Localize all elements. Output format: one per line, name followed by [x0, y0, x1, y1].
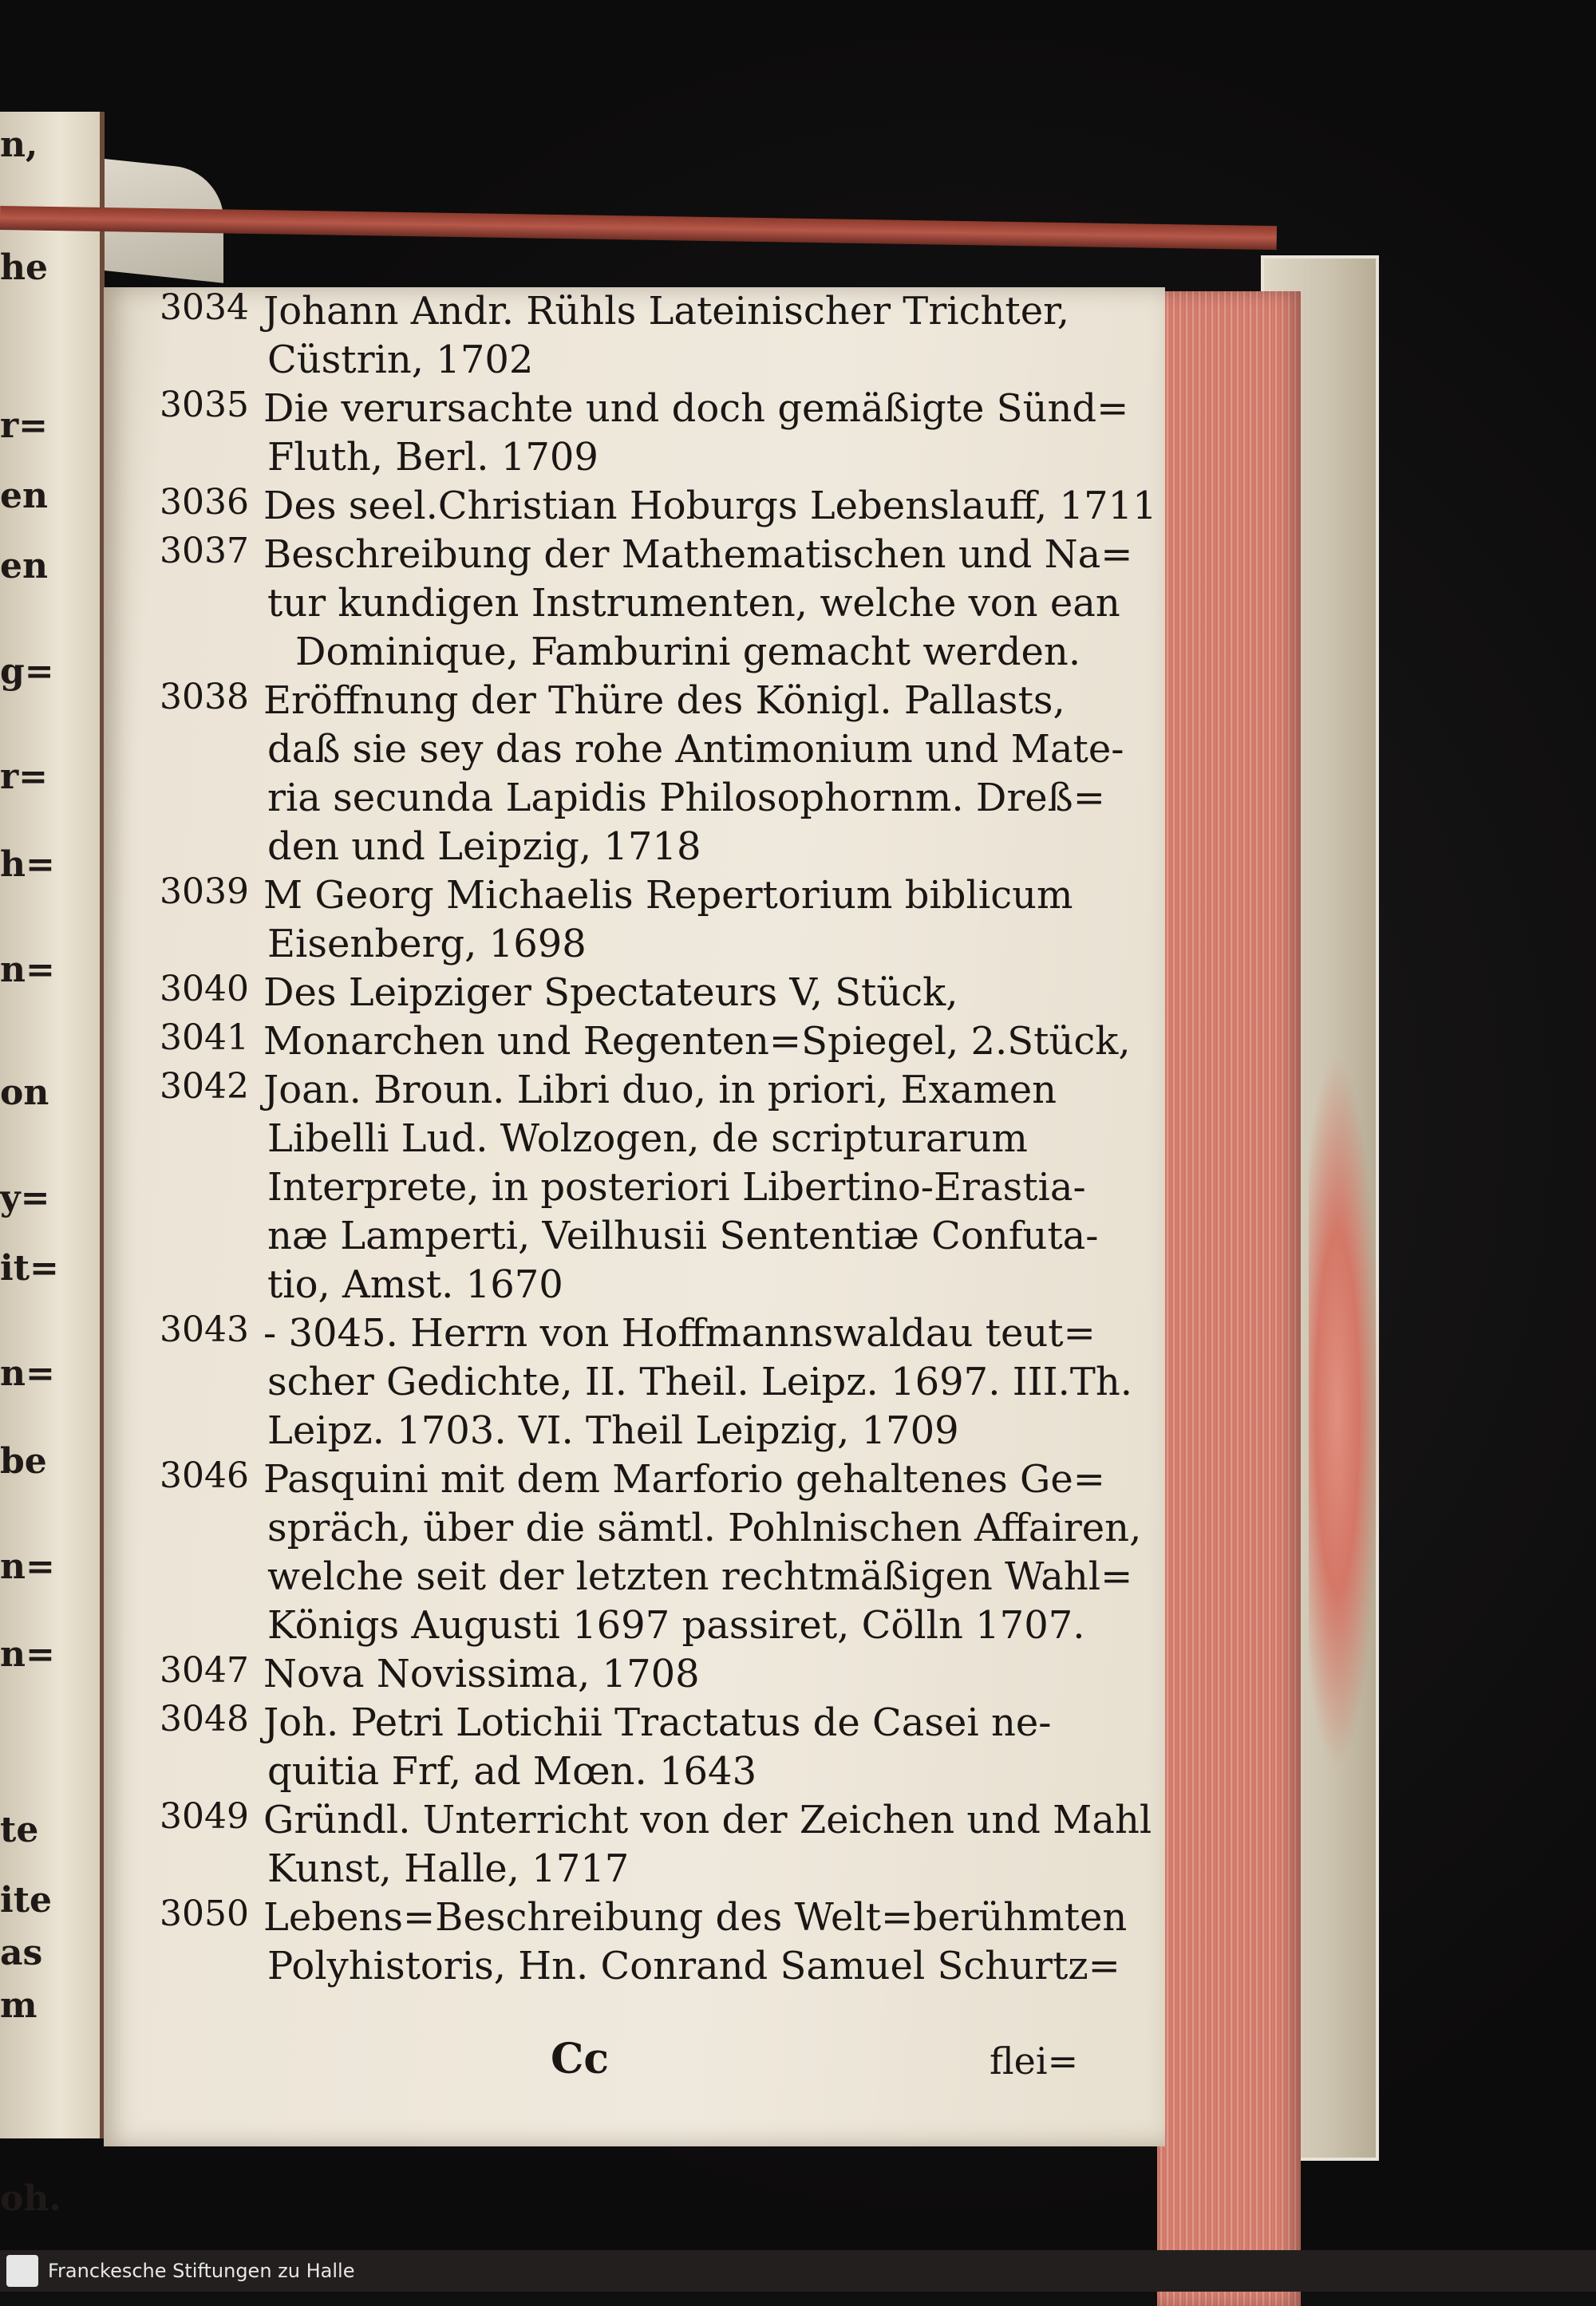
entry-line: Leipz. 1703. VI. Theil Leipzig, 1709	[267, 1408, 959, 1453]
entry-line: welche seit der letzten rechtmäßigen Wahl=	[267, 1554, 1133, 1599]
entry-line: Gründl. Unterricht von der Zeichen und Mahl	[263, 1798, 1152, 1842]
entry-line: Fluth, Berl. 1709	[267, 435, 598, 480]
entry-line: Johann Andr. Rühls Lateinischer Trichter,	[263, 289, 1070, 334]
catalog-entries	[160, 287, 1157, 1991]
entry-line: quitia Frf, ad Mœn. 1643	[267, 1749, 757, 1794]
entry-line: Joan. Broun. Libri duo, in priori, Examen	[263, 1068, 1057, 1112]
entry-line: scher Gedichte, II. Theil. Leipz. 1697. III.Th.	[267, 1360, 1133, 1404]
left-page-fragment: as	[0, 1933, 43, 1973]
catalog-entry	[160, 1309, 1133, 1455]
entry-line: Cüstrin, 1702	[267, 338, 534, 382]
entry-line: spräch, über die sämtl. Pohlnischen Affairen,	[267, 1506, 1142, 1550]
entry-number: 3047	[160, 1650, 249, 1691]
entry-line: - 3045. Herrn von Hoffmannswaldau teut=	[263, 1311, 1096, 1356]
footer-institution: Franckesche Stiftungen zu Halle	[48, 2260, 355, 2282]
catalog-entry	[160, 677, 1124, 871]
entry-number: 3036	[160, 482, 249, 523]
entry-line: Eröffnung der Thüre des Königl. Pallasts,	[263, 678, 1065, 723]
left-page-fragment: m	[0, 1985, 38, 2026]
catalog-entry	[160, 287, 1069, 385]
entry-number: 3046	[160, 1455, 249, 1496]
left-page-fragment: h=	[0, 844, 55, 885]
catalog-entry	[160, 871, 1073, 969]
entry-line: næ Lamperti, Veilhusii Sententiæ Confuta-	[267, 1214, 1099, 1258]
entry-number: 3040	[160, 969, 249, 1009]
left-page-fragment: r=	[0, 405, 49, 446]
entry-number: 3034	[160, 287, 249, 328]
red-page-edges	[1157, 291, 1301, 2306]
catalog-entry	[160, 1066, 1099, 1309]
catalog-entry	[160, 1455, 1142, 1650]
entry-line: Joh. Petri Lotichii Tractatus de Casei ne-	[263, 1700, 1052, 1745]
entry-line: Die verursachte und doch gemäßigte Sünd=	[263, 386, 1129, 431]
entry-number: 3038	[160, 677, 249, 717]
entry-line: Des Leipziger Spectateurs V, Stück,	[263, 970, 958, 1015]
left-page-fragment: it=	[0, 1248, 59, 1289]
entry-number: 3050	[160, 1893, 249, 1934]
catalog-entry	[160, 1017, 1131, 1066]
catalog-entry	[160, 1796, 1152, 1893]
left-page-fragment: he	[0, 247, 48, 288]
catchword: flei=	[990, 2039, 1079, 2083]
catalog-entry	[160, 482, 1157, 531]
catalog-entry	[160, 1699, 1069, 1796]
entry-line: tio, Amst. 1670	[267, 1262, 563, 1307]
left-page-fragment: on	[0, 1072, 49, 1113]
entry-line: M Georg Michaelis Repertorium biblicum	[263, 873, 1073, 918]
signature-mark: Cc	[551, 2035, 610, 2083]
left-page-fragment: ite	[0, 1880, 53, 1921]
entry-line: Interprete, in posteriori Libertino-Erastia-	[267, 1165, 1086, 1210]
catalog-entry	[160, 1893, 1128, 1991]
entry-line: daß sie sey das rohe Antimonium und Mate-	[267, 727, 1124, 772]
left-page-fragment: n=	[0, 1546, 55, 1587]
entry-number: 3048	[160, 1699, 249, 1739]
catalog-entry	[160, 531, 1133, 677]
left-page-fragment: r=	[0, 756, 49, 797]
left-page-fragment: y=	[0, 1178, 50, 1218]
entry-number: 3049	[160, 1796, 249, 1837]
footer-bar	[0, 2250, 1596, 2292]
catalog-entry	[160, 385, 1129, 482]
entry-line: Eisenberg, 1698	[267, 922, 587, 966]
red-stamp-mark	[1309, 1053, 1381, 1771]
entry-line: Dominique, Famburini gemacht werden.	[295, 630, 1081, 674]
left-page-fragment: en	[0, 476, 48, 516]
left-page-fragment: te	[0, 1810, 39, 1850]
entry-number: 3041	[160, 1017, 249, 1058]
entry-line: Lebens=Beschreibung des Welt=berühmten	[263, 1895, 1128, 1940]
entry-number: 3039	[160, 871, 249, 912]
entry-line: Kunst, Halle, 1717	[267, 1846, 630, 1891]
left-page	[0, 112, 105, 2219]
entry-line: Beschreibung der Mathematischen und Na=	[263, 532, 1133, 577]
entry-number: 3035	[160, 385, 249, 425]
left-page-fragment: n=	[0, 1634, 55, 1675]
entry-line: Pasquini mit dem Marforio gehaltenes Ge=	[263, 1457, 1105, 1502]
entry-line: Des seel.Christian Hoburgs Lebenslauff, 1711	[263, 484, 1157, 528]
entry-line: ria secunda Lapidis Philosophornm. Dreß=	[267, 776, 1105, 820]
left-page-fragment: n,	[0, 124, 38, 165]
entry-number: 3037	[160, 531, 249, 571]
entry-line: Libelli Lud. Wolzogen, de scripturarum	[267, 1116, 1028, 1161]
catalog-entry	[160, 1650, 1069, 1699]
entry-line: Königs Augusti 1697 passiret, Cölln 1707.	[267, 1603, 1085, 1648]
entry-line: Polyhistoris, Hn. Conrand Samuel Schurtz=	[267, 1944, 1120, 1988]
institution-logo-icon	[6, 2255, 38, 2287]
left-page-fragment: g=	[0, 651, 54, 692]
entry-line: tur kundigen Instrumenten, welche von ean	[267, 581, 1120, 626]
catalog-entry	[160, 969, 1069, 1017]
left-page-fragment: be	[0, 1441, 47, 1482]
entry-line: Monarchen und Regenten=Spiegel, 2.Stück,	[263, 1019, 1131, 1064]
entry-number: 3042	[160, 1066, 249, 1107]
left-page-fragment: n=	[0, 950, 55, 990]
left-page-fragment: n=	[0, 1353, 55, 1394]
entry-line: Nova Novissima, 1708	[263, 1652, 700, 1696]
left-page-fragment: oh.	[0, 2178, 61, 2219]
entry-line: den und Leipzig, 1718	[267, 824, 701, 869]
entry-number: 3043	[160, 1309, 249, 1350]
left-page-fragment: en	[0, 546, 48, 586]
